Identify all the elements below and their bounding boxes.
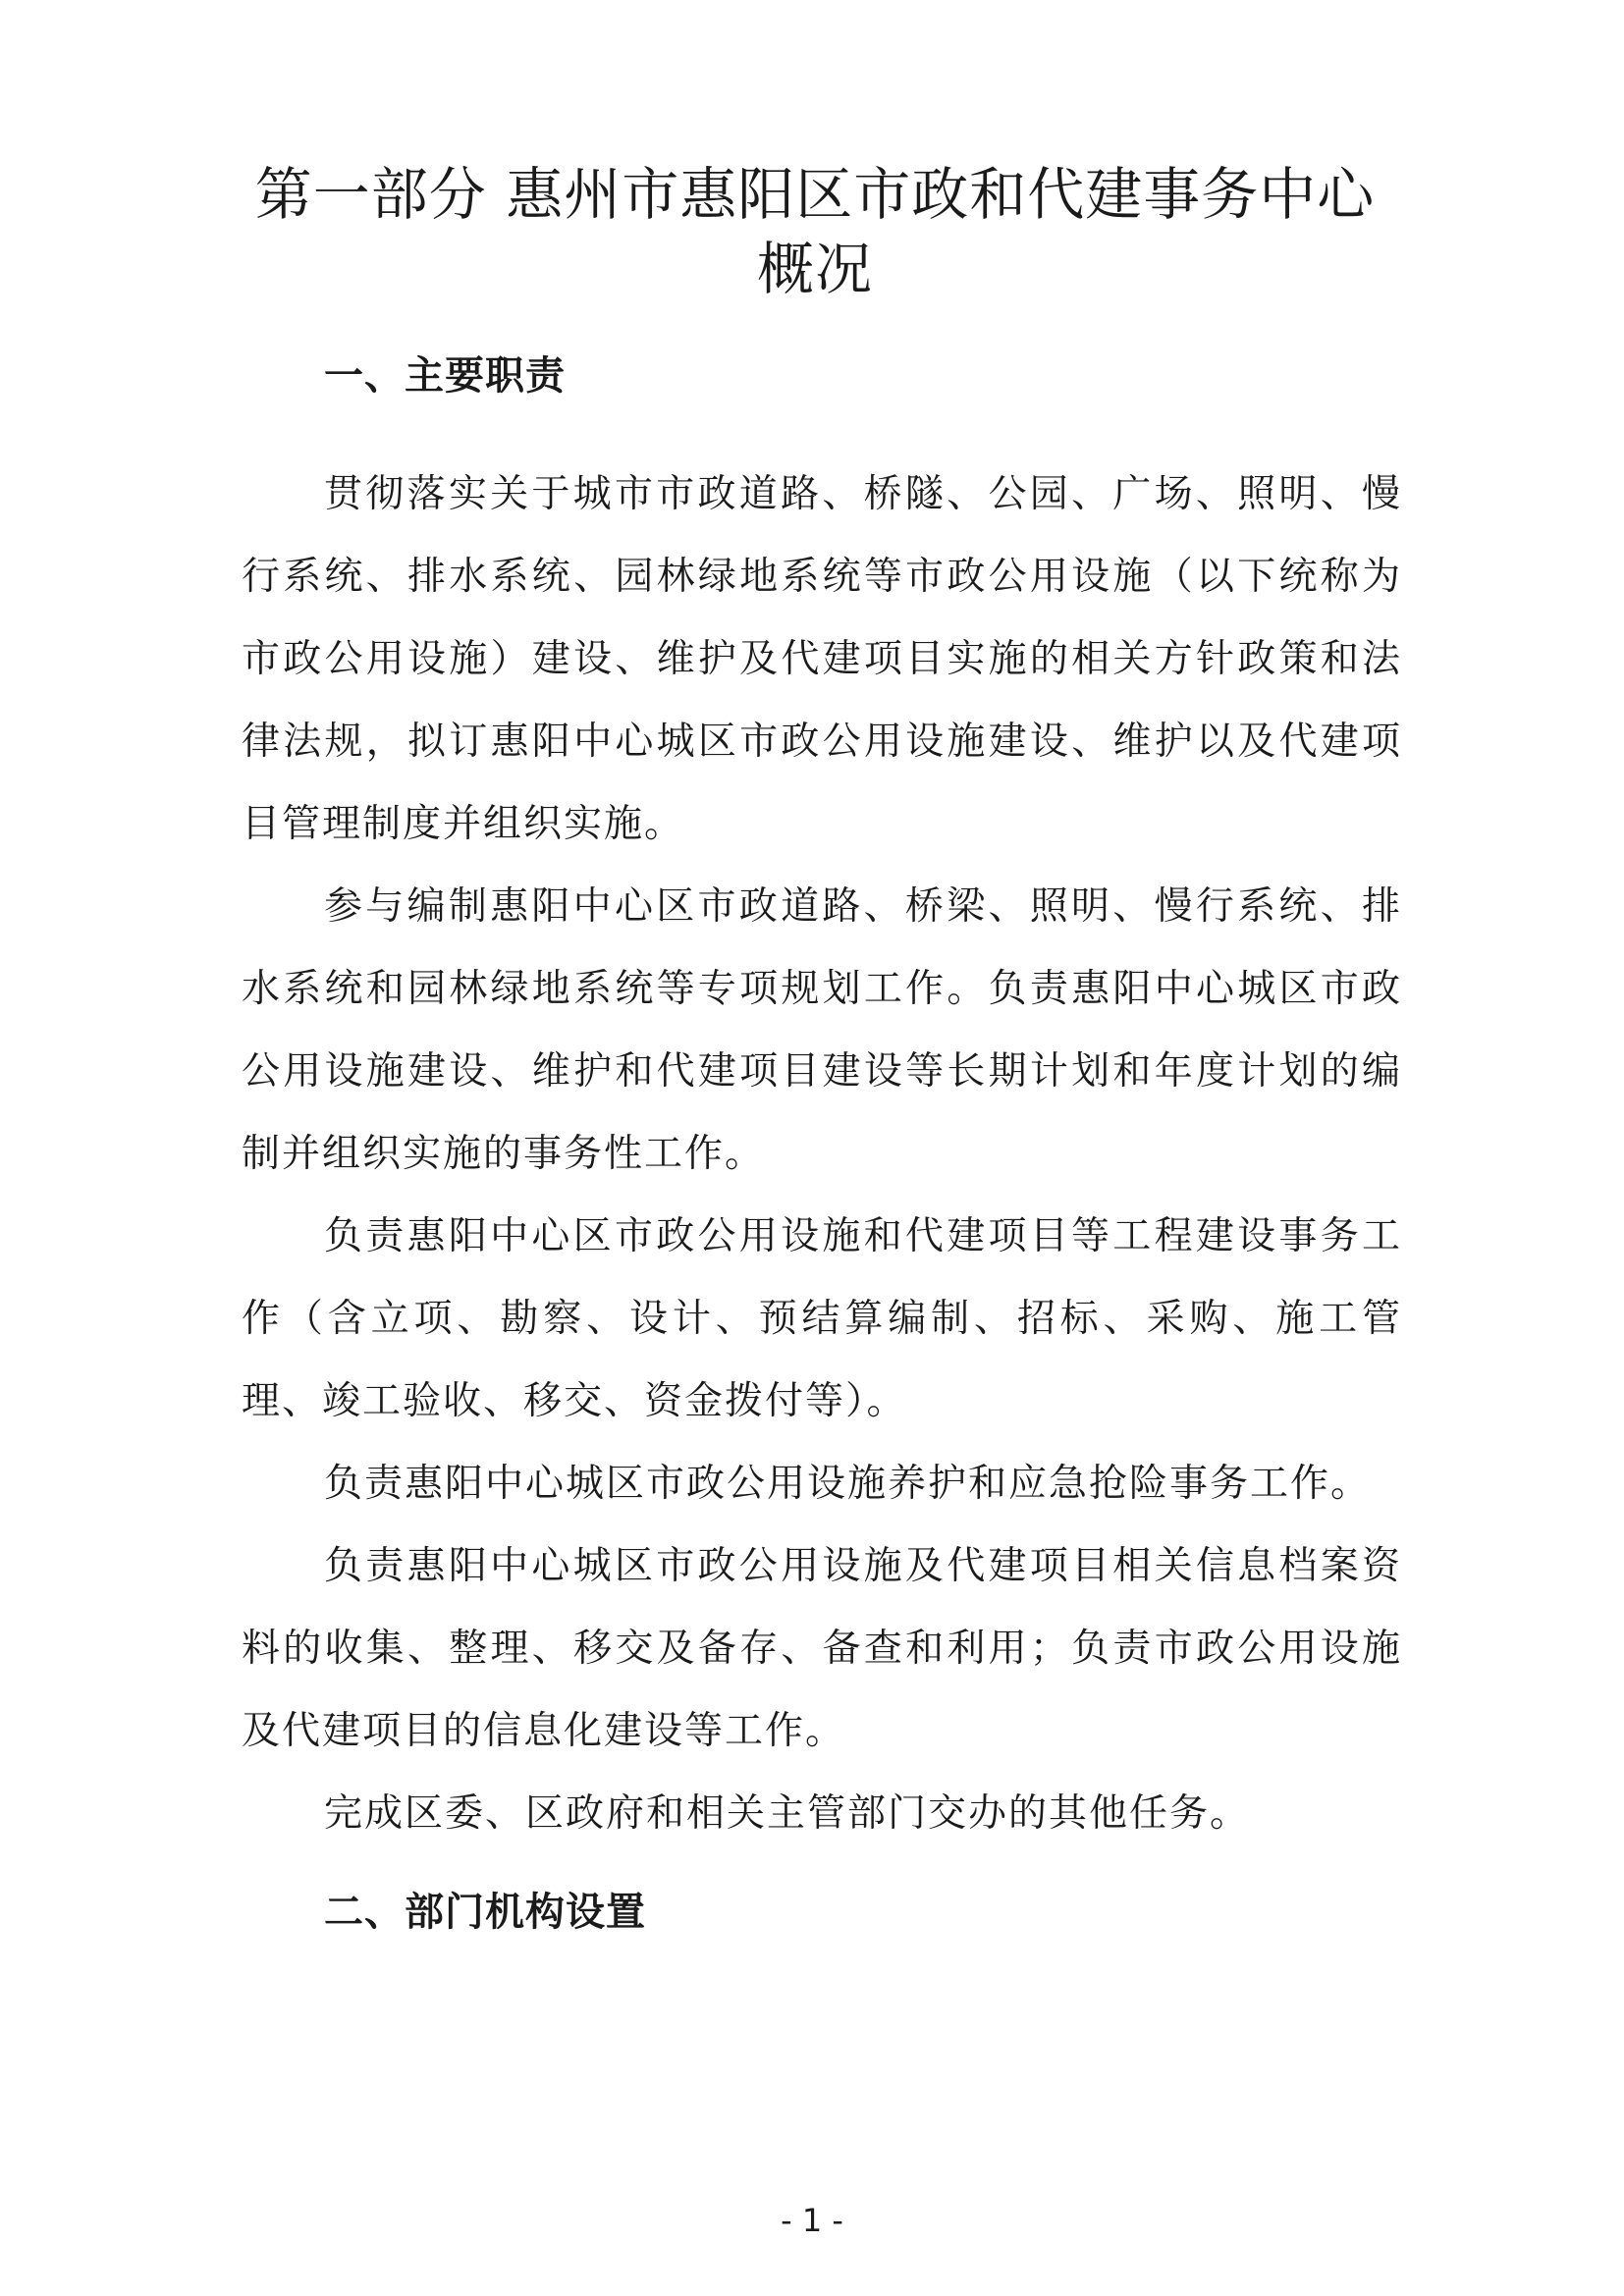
paragraph: 负责惠阳中心区市政公用设施和代建项目等工程建设事务工作（含立项、勘察、设计、预结算编制、招标、采购、施工管理、竣工验收、移交、资金拨付等）。 xyxy=(242,1214,1402,1423)
paragraph: 贯彻落实关于城市市政道路、桥隧、公园、广场、照明、慢行系统、排水系统、园林绿地系统等市政公用设施（以下统称为市政公用设施）建设、维护及代建项目实施的相关方针政策和法律法规，拟订惠阳中心城区市政公用设施建设、维护以及代建项目管理制度并组织实施。 xyxy=(242,472,1402,846)
paragraph: 负责惠阳中心城区市政公用设施养护和应急抢险事务工作。 xyxy=(324,1462,1372,1506)
duties-body xyxy=(242,454,1402,1855)
paragraph: 负责惠阳中心城区市政公用设施及代建项目相关信息档案资料的收集、整理、移交及备存、备查和利用；负责市政公用设施及代建项目的信息化建设等工作。 xyxy=(242,1544,1402,1753)
section-heading-main-duties: 一、主要职责 xyxy=(324,353,566,399)
paragraph: 参与编制惠阳中心区市政道路、桥梁、照明、慢行系统、排水系统和园林绿地系统等专项规划工作。负责惠阳中心城区市政公用设施建设、维护和代建项目建设等长期计划和年度计划的编制并组织实施的事务性工作。 xyxy=(242,884,1402,1176)
page-title: 第一部分 惠州市惠阳区市政和代建事务中心概况 xyxy=(254,161,1376,302)
section-heading-organization: 二、部门机构设置 xyxy=(324,1890,646,1935)
page-number: - 1 - xyxy=(781,2202,843,2239)
paragraph: 完成区委、区政府和相关主管部门交办的其他任务。 xyxy=(324,1791,1251,1836)
